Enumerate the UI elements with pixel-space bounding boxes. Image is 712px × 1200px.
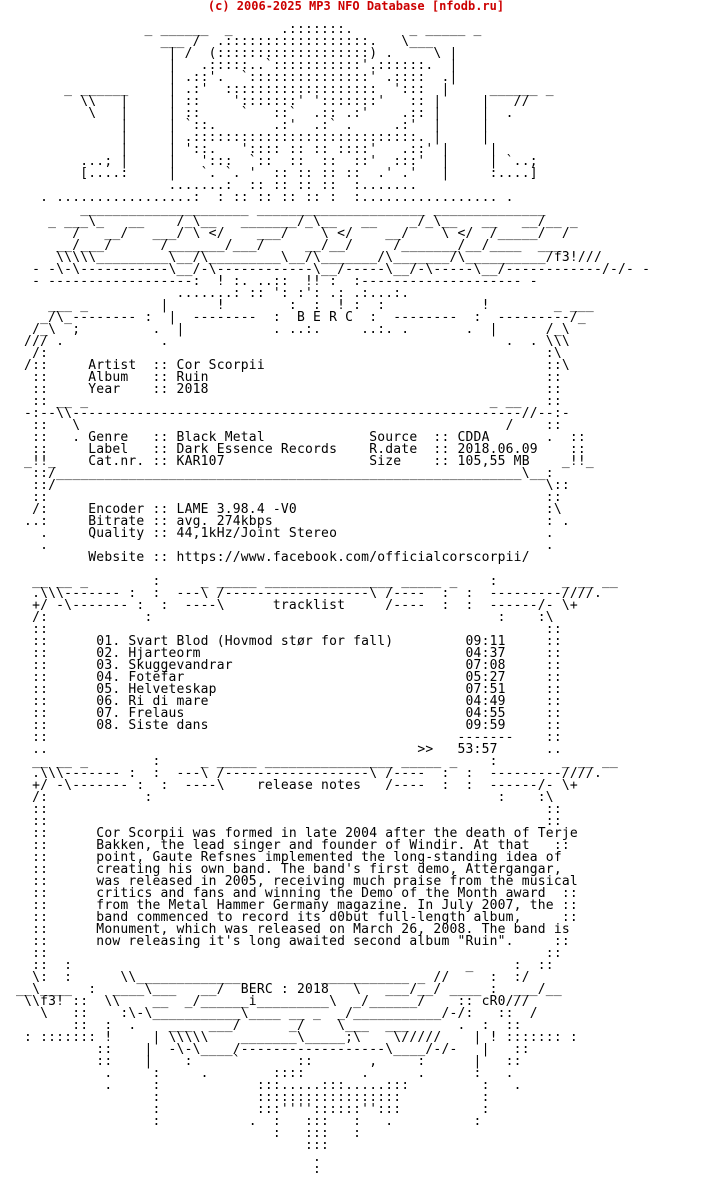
nfo-line: __/___/ /_______/___/ __/__/ /_______/__/____ ___	[8, 238, 562, 253]
nfo-line: :: creating his own band. The band's first demo, Attergangar,	[8, 862, 562, 877]
nfo-line: : :::::::::::::::::: :	[8, 1090, 490, 1105]
nfo-line: :: ------- ::	[8, 730, 562, 745]
nfo-line: | | '::. ':::: :: :: ::::' .::' | |	[8, 142, 498, 157]
nfo-line: | .:::::..`:::::::::::'.::::::. |	[8, 58, 458, 73]
nfo-line: :: __ _ _ __ ::	[8, 394, 562, 409]
nfo-line: .\\\------- : : ---\ /------------------\ /---- : : ---------////.	[8, 586, 602, 601]
nfo-line: :: Bakken, the lead singer and founder of Windir. At that ::	[8, 838, 570, 853]
nfo-line: :: critics and fans and winning the Demo of the Month award ::	[8, 886, 578, 901]
nfo-line: +/ -\------- : : ----\ tracklist /---- : : ------/- \+	[8, 598, 578, 613]
nfo-line: /: : : :\	[8, 790, 554, 805]
nfo-line: :: 02. Hjarteorm 04:37 ::	[8, 646, 562, 661]
nfo-line: __ __ _ : _ _____ ________________ _____ _ : _ __ __	[8, 574, 619, 589]
nfo-line: /// . . . . \\\	[8, 334, 570, 349]
nfo-line: - ------------------: ! :. ..:: !! : :-------------------- -	[8, 274, 538, 289]
nfo-line: . .................: : :: :: :: :: : :................. .	[8, 190, 514, 205]
nfo-line: /: Encoder :: LAME 3.98.4 -V0 :\	[8, 502, 562, 517]
nfo-line: :: point, Gaute Refsnes implemented the long-standing idea of	[8, 850, 562, 865]
nfo-line: ...; | | '::: `:: :: :: ::' :::' | | `..;	[8, 154, 538, 169]
nfo-line: :: ::	[8, 622, 562, 637]
nfo-line: : ::::::: ! | \\\\\ _______\_____;\ \///// | ! ::::::: :	[8, 1030, 578, 1045]
nfo-line: / __/ ___/ \ </ ___/ \ </ __/ \ </ /_____/ /	[8, 226, 570, 241]
nfo-line: \\\\\_________\__/\_________\__/\_______/\_______/\__________/f3!///	[8, 250, 602, 265]
nfo-line: .. >> 53:57 ..	[8, 742, 562, 757]
nfo-line: :: from the Metal Hammer Germany magazine. In July 2007, the ::	[8, 898, 578, 913]
nfo-line: ___ / .::::::::::::::::::. \___	[8, 34, 434, 49]
nfo-line: :: ::	[8, 946, 562, 961]
nfo-line: _ ______ _ .:::::::. _ _____ _	[8, 22, 482, 37]
nfo-line: | | .::::::::::::::::::::::::::::. | |	[8, 130, 490, 145]
nfo-line: :: was released in 2005, receiving much praise from the musical	[8, 874, 578, 889]
nfo-line: :: | -\-\____/------------------\____/-/- | ::	[8, 1042, 530, 1057]
nfo-line: :: 01. Svart Blod (Hovmod stør for fall) 09:11 ::	[8, 634, 562, 649]
site-header: (c) 2006-2025 MP3 NFO Database [nfodb.ru]	[207, 0, 505, 13]
nfo-line: :: | : ` :: , : | ::	[8, 1054, 522, 1069]
nfo-line: ::/ \::	[8, 478, 570, 493]
nfo-line: _!!_ Cat.nr. :: KAR107 Size :: 105,55 MB _!!_	[8, 454, 594, 469]
nfo-line: :: ::	[8, 814, 562, 829]
nfo-line: :: 05. Helveteskap 07:51 ::	[8, 682, 562, 697]
nfo-line: _/\_-------- : | -------- : B E R C : -------- : ---------/_	[8, 310, 586, 325]
nfo-line: :: Album :: Ruin ::	[8, 370, 562, 385]
nfo-line: :: 06. Ri di mare 04:49 ::	[8, 694, 562, 709]
nfo-line: . .	[8, 538, 554, 553]
nfo-line: | | `::. .:' .:` . .:' | |	[8, 118, 490, 133]
nfo-line: :: now releasing it's long awaited second album "Ruin". ::	[8, 934, 570, 949]
nfo-line: :: : . ___ ___/ _/ \___ ___ . : ::	[8, 1018, 522, 1033]
nfo-line: \ :: :\-\___________\____ __ _ _/___________/-/: :: /	[8, 1006, 538, 1021]
nfo-line: \: : \\_____________ ___________ _ // : :/	[8, 970, 530, 985]
nfo-line: :: 08. Siste dans 09:59 ::	[8, 718, 562, 733]
nfo-line: :: band commenced to record its d0but full-length album, ::	[8, 910, 578, 925]
nfo-line: :: : _ : ::	[8, 958, 554, 973]
nfo-line: -:--\\--------------------------------------------------------//--:-	[8, 406, 570, 421]
nfo-line: /: : : :\	[8, 610, 554, 625]
nfo-line: : . : ::: : . :	[8, 1114, 482, 1129]
nfo-line: _____________________ _____________________ ______________	[8, 202, 546, 217]
nfo-line: :: Cor Scorpii was formed in late 2004 after the death of Terje	[8, 826, 578, 841]
nfo-line: :: Label :: Dark Essence Records R.date :: 2018.06.09 ::	[8, 442, 586, 457]
nfo-line: .\\\------- : : ---\ /------------------\ /---- : : ---------////.	[8, 766, 602, 781]
nfo-line: _ ______ | .:' ::::::::::::::::::: '::: | ______ _	[8, 82, 554, 97]
nfo-line: +/ -\------- : : ----\ release notes /---- : : ------/- \+	[8, 778, 578, 793]
nfo-line: . : :::.....:::.....::: : .	[8, 1078, 522, 1093]
nfo-line: :: ::	[8, 802, 562, 817]
nfo-line: . : . :::: . . : .	[8, 1066, 514, 1081]
nfo-line: .......: :: ': :': .: .:...:.	[8, 286, 410, 301]
nfo-line: :: \ / ::	[8, 418, 562, 433]
nfo-line: __\____ : ____\___ __/ BERC : 2018 \ ___/__/ ____ : ___/__	[8, 982, 562, 997]
nfo-line: ..: Bitrate :: avg. 274kbps : .	[8, 514, 570, 529]
nfo-line: :: Monument, which was released on March 26, 2008. The band is	[8, 922, 570, 937]
nfo-line: ::/__________________________________________________________\__:	[8, 466, 554, 481]
nfo-line: ___ _ | ! : : ! : : ! _ ___	[8, 298, 594, 313]
nfo-line: [....: | `. `. ' :: :: :: :: .' .' | :....]	[8, 166, 538, 181]
nfo-line: . Quality :: 44,1kHz/Joint Stereo .	[8, 526, 554, 541]
nfo-line: :: . Genre :: Black Metal Source :: CDDA . ::	[8, 430, 586, 445]
nfo-line: :: 04. Fotefar 05:27 ::	[8, 670, 562, 685]
nfo-line: _ ___\_ __ /_\__ _______/_\__ __ _/_\__ __ __/__ _	[8, 214, 578, 229]
nfo-line: .......: :: :: :: :: :.......	[8, 178, 418, 193]
nfo-line: :: 07. Frelaus 04:55 ::	[8, 706, 562, 721]
nfo-line: - -\-\-----------\__/-\------------\__/-----\__/-\-----\__/------------/-/- -	[8, 262, 651, 277]
nfo-line: :: Year :: 2018 ::	[8, 382, 562, 397]
nfo-line: :::	[8, 1138, 330, 1153]
nfo-line: : :::''''::::::''::: :	[8, 1102, 490, 1117]
nfo-line: /:: Artist :: Cor Scorpii ::\	[8, 358, 570, 373]
nfo-line: :: 03. Skuggevandrar 07:08 ::	[8, 658, 562, 673]
nfo-line: /_\ ; . | . ..:. ..:. . . | /_\	[8, 322, 570, 337]
nfo-line: \ | | :: ` ::` .:: .:' .:: | | .	[8, 106, 514, 121]
nfo-line: : ::: :	[8, 1126, 362, 1141]
nfo-line: \\f3! :: \\ __ _/______i_________\ _/______/ :: cR0///	[8, 994, 530, 1009]
nfo-document	[8, 24, 650, 1176]
nfo-line: Website :: https://www.facebook.com/officialcorscorpii/	[8, 550, 530, 565]
nfo-line: | .::'. `:::::::::::::::' .:::: .|	[8, 70, 458, 85]
nfo-line: | / (:::::::::::::::::::) . \ |	[8, 46, 458, 61]
nfo-line: .	[8, 1150, 322, 1165]
nfo-line: /: :\	[8, 346, 562, 361]
nfo-line: :: ::	[8, 490, 562, 505]
nfo-line: :	[8, 1162, 322, 1177]
nfo-line: __ __ _ : _ _____ ________________ _____ _ : _ __ __	[8, 754, 619, 769]
nfo-line: \\ | | :: ':::::::' ':::::::' :: | | //	[8, 94, 530, 109]
